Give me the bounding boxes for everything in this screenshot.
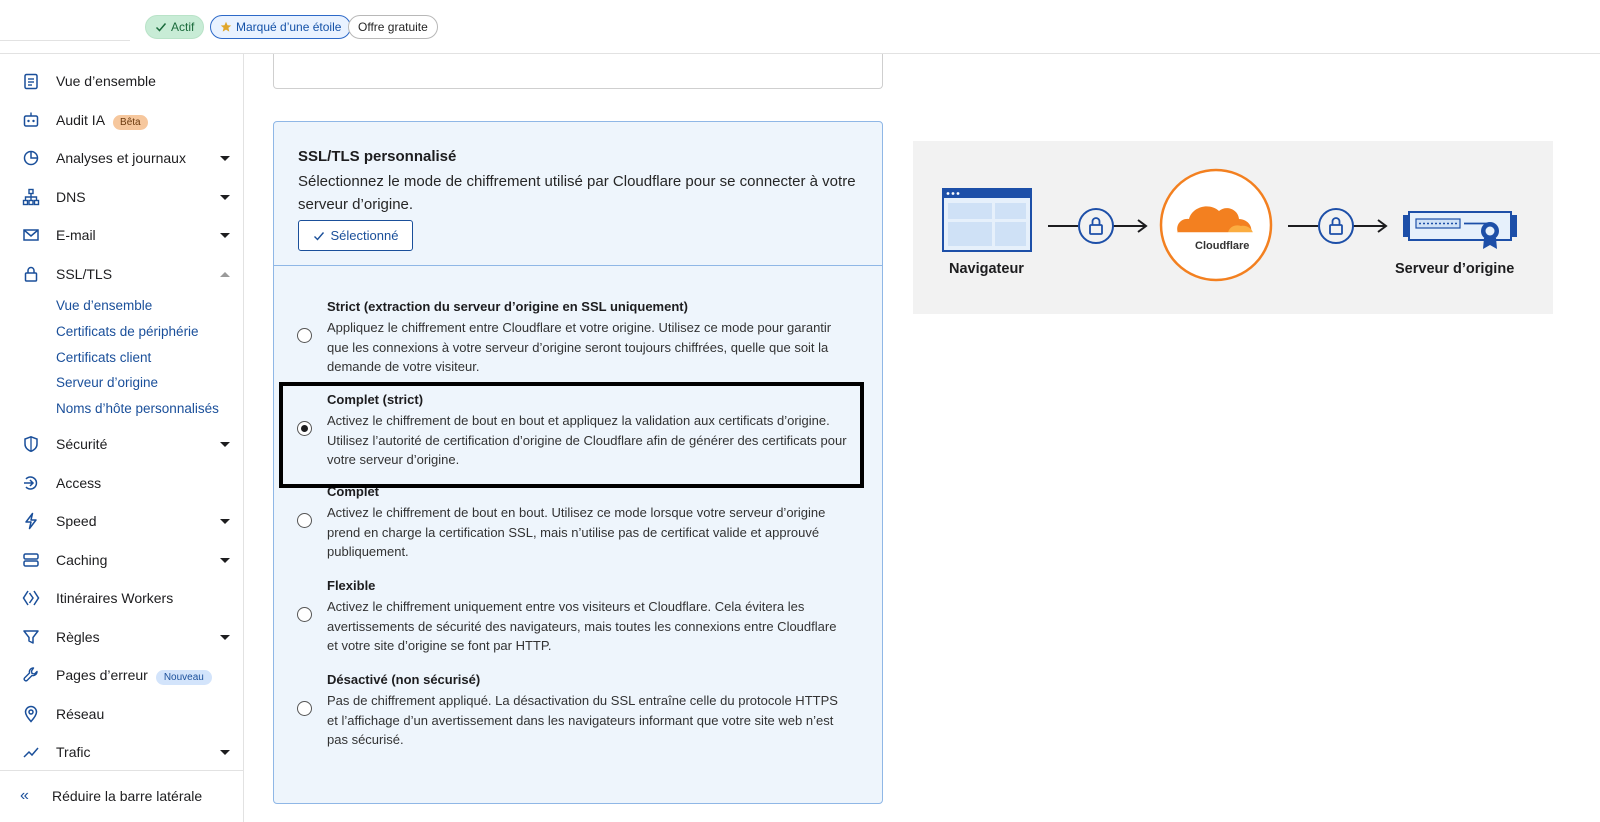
sidebar-item-network[interactable]	[0, 699, 243, 729]
previous-card	[273, 54, 883, 89]
plan-badge-label: Offre gratuite	[358, 20, 428, 34]
network-tree-icon	[21, 187, 41, 207]
clipboard-icon	[21, 71, 41, 91]
selected-button-label: Sélectionné	[330, 228, 399, 243]
sidebar-item-rules[interactable]	[0, 622, 243, 652]
ssl-mode-card	[273, 121, 883, 804]
audit-label: Audit IA	[56, 112, 106, 128]
sidebar-item-traffic[interactable]	[0, 737, 243, 767]
sidebar-item-workers[interactable]	[0, 583, 243, 613]
radio-button[interactable]	[297, 513, 312, 528]
radio-button[interactable]	[297, 607, 312, 622]
access-arrow-icon	[21, 473, 41, 493]
chevron-down-icon	[220, 750, 230, 755]
option-title: Strict (extraction du serveur d’origine en SSL uniquement)	[327, 299, 688, 314]
sidebar-item-email[interactable]	[0, 220, 243, 250]
sidebar-item-label: E-mail	[56, 227, 96, 243]
sidebar-item-label: Analyses et journaux	[56, 150, 186, 166]
check-icon	[155, 21, 167, 33]
sidebar-item-overview[interactable]	[0, 66, 243, 96]
sidebar-subitem-custom-hostnames[interactable]: Noms d’hôte personnalisés	[56, 401, 219, 416]
lightning-icon	[21, 511, 41, 531]
chevron-down-icon	[220, 233, 230, 238]
sidebar-subitem-edge-certificates[interactable]: Certificats de périphérie	[56, 324, 199, 339]
top-bar	[0, 0, 1600, 54]
sidebar-item-access[interactable]	[0, 468, 243, 498]
sidebar-item-label: Speed	[56, 513, 97, 529]
sidebar	[0, 54, 244, 822]
pie-chart-icon	[21, 148, 41, 168]
sidebar-item-label: Itinéraires Workers	[56, 590, 174, 606]
option-description: Activez le chiffrement de bout en bout. Utilisez ce mode lorsque votre serveur d’origine prend en charge la certification SSL, mais n’utilise pas de certificat valide et approuvé publiquement.	[327, 505, 826, 559]
sidebar-item-analytics[interactable]	[0, 143, 243, 173]
status-badge-label: Actif	[171, 20, 195, 34]
envelope-icon	[21, 225, 41, 245]
sidebar-item-label: Réseau	[56, 706, 105, 722]
sidebar-item-label: Sécurité	[56, 436, 108, 452]
option-title: Désactivé (non sécurisé)	[327, 672, 481, 687]
wrench-icon	[21, 665, 41, 685]
origin-server-icon	[1403, 212, 1517, 249]
chevron-down-icon	[220, 195, 230, 200]
radio-button-selected[interactable]	[297, 421, 312, 436]
sidebar-item-label: Trafic	[56, 744, 91, 760]
sidebar-item-label: DNS	[56, 189, 86, 205]
sidebar-subitem-client-certificates[interactable]: Certificats client	[56, 350, 152, 365]
sidebar-item-label: Access	[56, 475, 102, 491]
option-title: Complet	[327, 484, 379, 499]
card-header	[274, 122, 882, 266]
shield-icon	[21, 434, 41, 454]
sidebar-item-label: Vue d’ensemble	[56, 73, 156, 89]
connector-left	[1048, 209, 1146, 243]
option-title: Complet (strict)	[327, 392, 424, 407]
sidebar-item-error-pages[interactable]	[0, 660, 243, 690]
browser-window-icon	[943, 189, 1031, 251]
sidebar-item-ssl[interactable]	[0, 259, 243, 289]
plan-badge	[348, 15, 438, 39]
robot-icon	[21, 110, 41, 130]
cloudflare-label: Cloudflare	[1195, 240, 1250, 252]
cloudflare-logo-icon	[1161, 170, 1271, 280]
chevron-down-icon	[220, 558, 230, 563]
sidebar-item-label	[56, 667, 212, 683]
funnel-icon	[21, 627, 41, 647]
storage-icon	[21, 550, 41, 570]
divider	[0, 40, 130, 41]
beta-badge: Bêta	[113, 115, 148, 130]
chevron-down-icon	[220, 442, 230, 447]
sidebar-item-label: Règles	[56, 629, 100, 645]
radio-button[interactable]	[297, 328, 312, 343]
chevron-down-icon	[220, 519, 230, 524]
sidebar-item-label: Caching	[56, 552, 108, 568]
workers-icon	[21, 588, 41, 608]
chevron-down-icon	[220, 156, 230, 161]
status-badge-active	[145, 15, 204, 39]
map-pin-icon	[21, 704, 41, 724]
option-description: Activez le chiffrement uniquement entre vos visiteurs et Cloudflare. Cela évitera les avertissements de sécurité des navigateurs, mais toutes les connexions entre Cloudflare et votre site d’origine se font par HTTP.	[327, 599, 837, 653]
diagram-graphic	[913, 141, 1553, 314]
chevron-up-icon	[220, 272, 230, 277]
sidebar-item-label: SSL/TLS	[56, 266, 113, 282]
sidebar-item-caching[interactable]	[0, 545, 243, 575]
option-title: Flexible	[327, 578, 376, 593]
chevron-down-icon	[220, 635, 230, 640]
error-pages-label: Pages d’erreur	[56, 667, 148, 683]
sidebar-item-audit[interactable]	[0, 105, 243, 135]
sidebar-subitem-ssl-overview[interactable]: Vue d’ensemble	[56, 298, 153, 313]
sidebar-item-security[interactable]	[0, 429, 243, 459]
card-description: Sélectionnez le mode de chiffrement utilisé par Cloudflare pour se connecter à votre serveur d’origine.	[298, 173, 856, 213]
option-description: Pas de chiffrement appliqué. La désactivation du SSL entraîne celle du protocole HTTPS et l’affichage d’un avertissement dans les navigateurs informant que votre site web n’est pas sécurisé.	[327, 693, 838, 747]
collapse-sidebar-label: Réduire la barre latérale	[52, 788, 203, 804]
encryption-diagram	[913, 141, 1553, 314]
collapse-sidebar-button[interactable]	[0, 770, 243, 822]
option-description: Activez le chiffrement de bout en bout et appliquez la validation aux certificats d’origine. Utilisez l’autorité de certification d’origine de Cloudflare afin de générer des certificats pour votre serveur d’origine.	[327, 413, 847, 467]
option-description: Appliquez le chiffrement entre Cloudflare et votre origine. Utilisez ce mode pour garantir que les connexions à votre serveur d’origine seront toujours chiffrées, quelle que soit la demande de votre visiteur.	[327, 320, 832, 374]
browser-label: Navigateur	[949, 261, 1024, 277]
sidebar-subitem-origin-server[interactable]: Serveur d’origine	[56, 375, 159, 390]
lock-icon	[21, 264, 41, 284]
sidebar-item-dns[interactable]	[0, 182, 243, 212]
check-icon	[313, 230, 325, 242]
origin-server-label: Serveur d’origine	[1395, 261, 1515, 277]
sidebar-item-speed[interactable]	[0, 506, 243, 536]
double-chevron-left-icon: «	[20, 787, 29, 804]
radio-button[interactable]	[297, 701, 312, 716]
selected-button[interactable]	[298, 220, 413, 251]
starred-badge[interactable]	[210, 15, 351, 39]
star-icon	[220, 21, 232, 33]
card-title: SSL/TLS personnalisé	[298, 148, 457, 165]
new-badge: Nouveau	[156, 670, 212, 685]
starred-badge-label: Marqué d’une étoile	[236, 20, 342, 34]
connector-right	[1288, 209, 1386, 243]
sidebar-item-label	[56, 112, 148, 128]
traffic-icon	[21, 742, 41, 762]
